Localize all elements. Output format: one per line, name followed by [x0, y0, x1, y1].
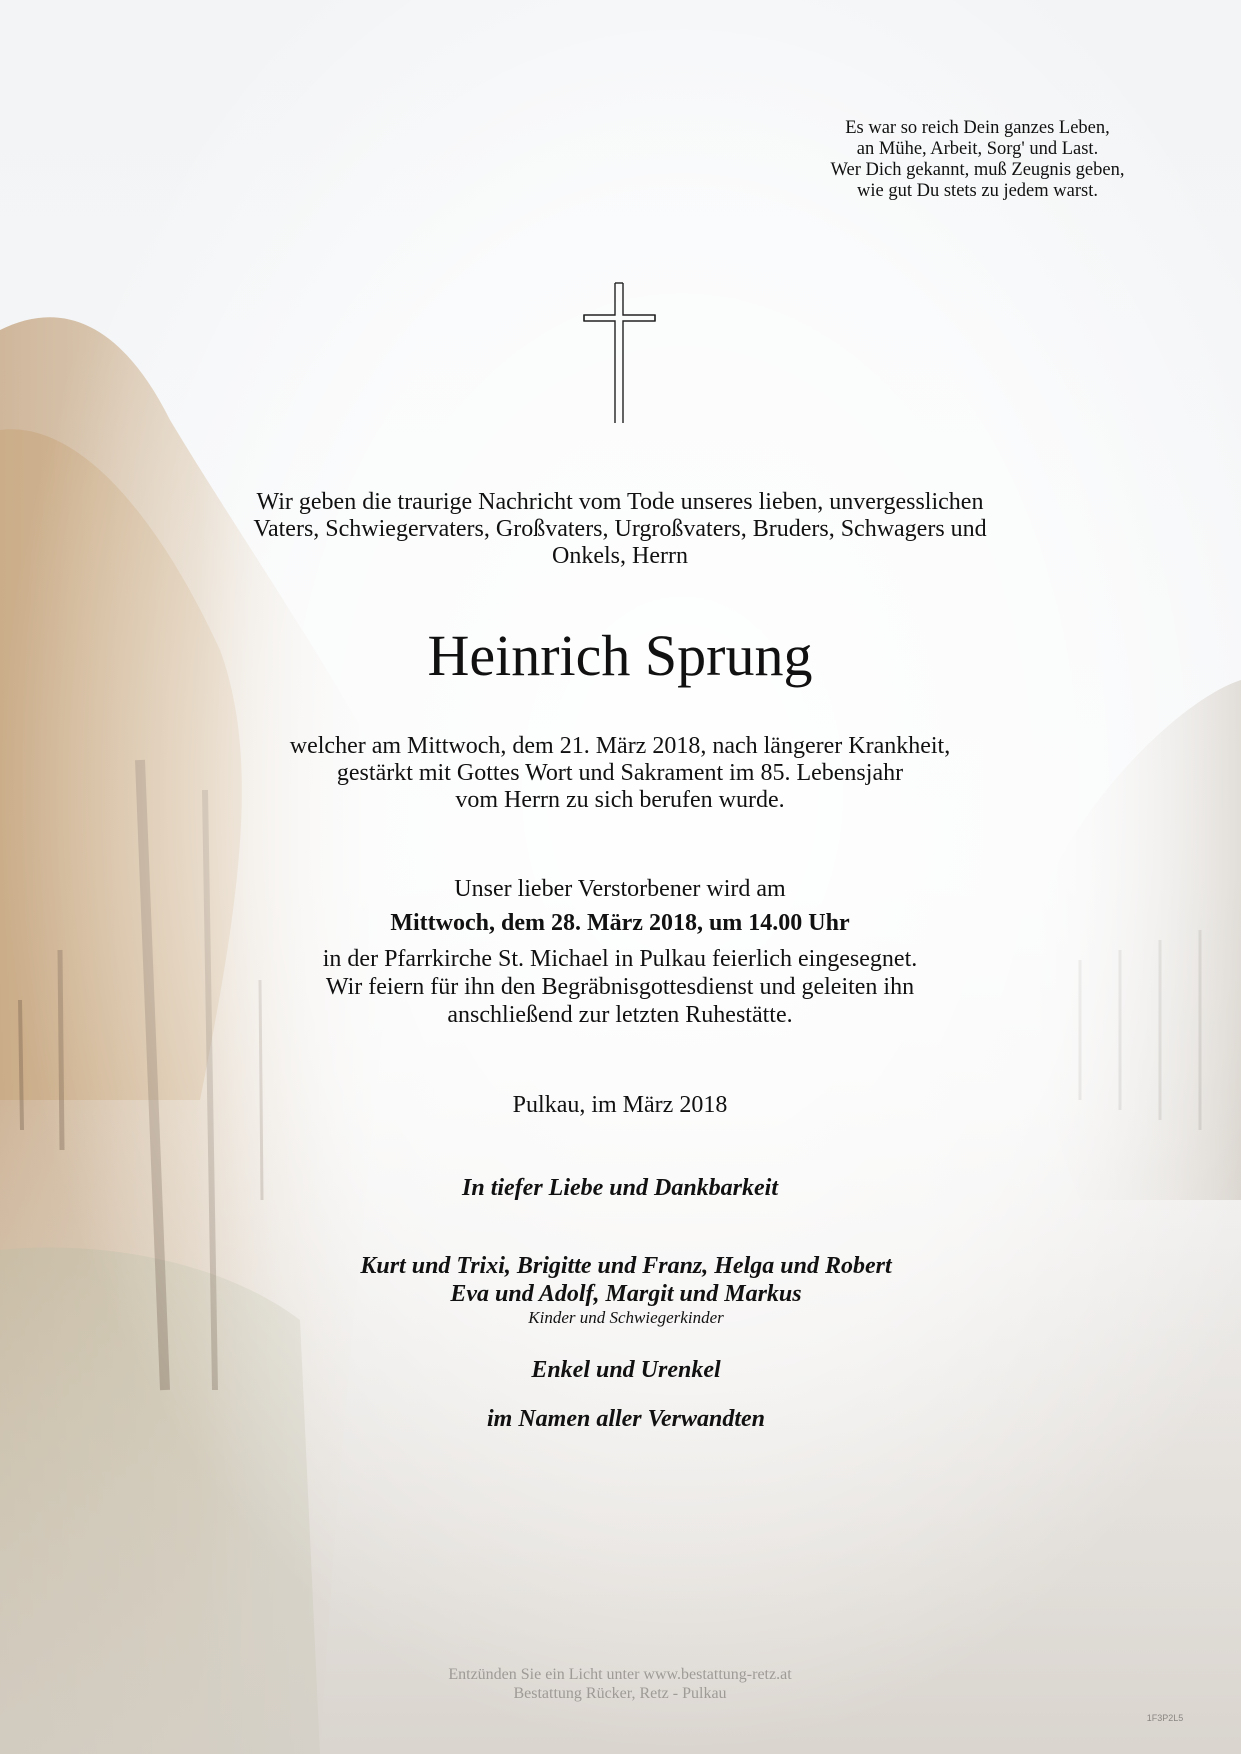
- poem-line: an Mühe, Arbeit, Sorg' und Last.: [856, 139, 1099, 159]
- mourners-note: Kinder und Schwiegerkinder: [528, 1308, 724, 1327]
- mourners-line: Kurt und Trixi, Brigitte und Franz, Helga und Robert: [360, 1253, 892, 1279]
- funeral-line: anschließend zur letzten Ruhestätte.: [447, 1002, 793, 1028]
- poem-line: wie gut Du stets zu jedem warst.: [857, 181, 1098, 201]
- intro-line: Wir geben die traurige Nachricht vom Tode unseres lieben, unvergesslichen: [256, 489, 984, 515]
- document-code: 1F3P2L5: [1146, 1713, 1184, 1723]
- footer: [320, 1665, 920, 1703]
- memorial-poem: [810, 118, 1145, 202]
- death-line: vom Herrn zu sich berufen wurde.: [455, 787, 785, 813]
- place-date: Pulkau, im März 2018: [512, 1092, 728, 1118]
- grandchildren-line: Enkel und Urenkel: [531, 1357, 721, 1383]
- mourners-list: [250, 1252, 1002, 1308]
- death-line: gestärkt mit Gottes Wort und Sakrament im 85. Lebensjahr: [336, 760, 904, 786]
- cross-icon: [582, 282, 658, 424]
- poem-line: Wer Dich gekannt, muß Zeugnis geben,: [830, 160, 1125, 180]
- funeral-line: in der Pfarrkirche St. Michael in Pulkau feierlich eingesegnet.: [322, 946, 918, 972]
- funeral-date: Mittwoch, dem 28. März 2018, um 14.00 Uhr: [390, 910, 850, 936]
- announcement-intro: [200, 489, 1040, 570]
- intro-line: Onkels, Herrn: [552, 543, 688, 569]
- poem-line: Es war so reich Dein ganzes Leben,: [845, 118, 1110, 138]
- funeral-line: Wir feiern für ihn den Begräbnisgottesdienst und geleiten ihn: [325, 974, 915, 1000]
- funeral-place: [230, 945, 1010, 1029]
- intro-line: Vaters, Schwiegervaters, Großvaters, Urgroßvaters, Bruders, Schwagers und: [253, 516, 987, 542]
- footer-company-line: Bestattung Rücker, Retz - Pulkau: [513, 1685, 727, 1702]
- death-line: welcher am Mittwoch, dem 21. März 2018, nach längerer Krankheit,: [289, 733, 951, 759]
- mourners-line: Eva und Adolf, Margit und Markus: [450, 1281, 802, 1307]
- closing-phrase: In tiefer Liebe und Dankbarkeit: [462, 1175, 778, 1201]
- footer-link-line: Entzünden Sie ein Licht unter www.bestattung-retz.at: [448, 1666, 792, 1683]
- deceased-name: Heinrich Sprung: [427, 623, 813, 688]
- funeral-intro: Unser lieber Verstorbener wird am: [454, 876, 786, 902]
- relatives-line: im Namen aller Verwandten: [486, 1406, 766, 1432]
- death-notice: [220, 733, 1020, 814]
